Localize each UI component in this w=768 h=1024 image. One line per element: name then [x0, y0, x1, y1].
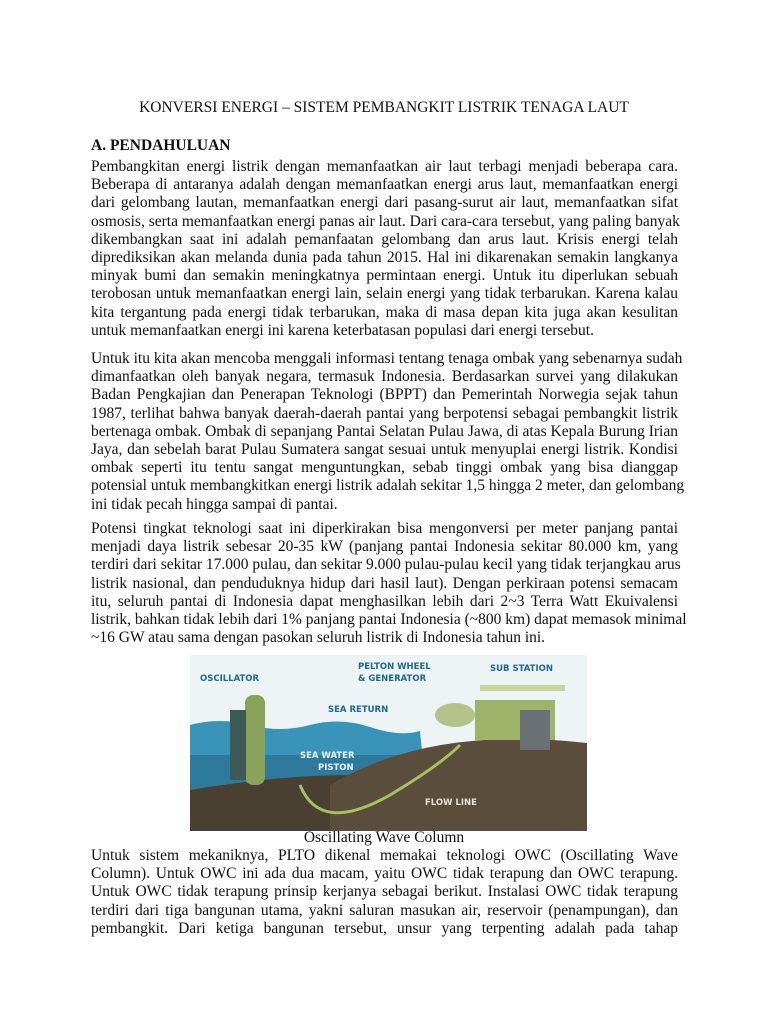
text-line: listrik, bahkan tidak lebih dari 1% panjang pantai Indonesia (~800 km) dapat memasok minimal — [91, 611, 687, 629]
text-line: Jaya, dan sebelah barat Pulau Sumatera sangat sesuai untuk menyuplai energi listrik. Kondisi — [91, 441, 678, 459]
label-flow-line: FLOW LINE — [425, 798, 477, 808]
paragraph-potential — [91, 520, 687, 647]
text-line: Pembangkitan energi listrik dengan memanfaatkan air laut terbagi menjadi beberapa cara. — [91, 158, 678, 175]
label-piston: PISTON — [318, 763, 354, 773]
text-line: ~16 GW atau sama dengan pasokan seluruh listrik di Indonesia tahun ini. — [91, 629, 546, 647]
text-line: bertenaga ombak. Ombak di sepanjang Pantai Selatan Pulau Jawa, di atas Kepala Burung Irian — [91, 422, 678, 440]
text-line: potensial untuk membangkitkan energi listrik adalah sekitar 1,5 hingga 2 meter, dan gelombang — [91, 477, 685, 495]
text-line: untuk memanfaatkan energi ini karena keterbatasan populasi dari energi tersebut. — [91, 321, 594, 339]
text-line: terdiri dari sekitar 17.000 pulau, dan sekitar 9.000 pulau-pulau kecil yang tidak terjangkau arus — [91, 556, 681, 574]
label-sea-water: SEA WATER — [300, 751, 355, 761]
text-line: dikembangkan saat ini adalah pemanfaatan gelombang dan arus laut. Krisis energi telah — [91, 230, 678, 248]
text-line: ini tidak pecah hingga sampai di pantai. — [91, 495, 338, 513]
text-line: Column). Untuk OWC ini ada dua macam, yaitu OWC tidak terapung dan OWC terapung. — [91, 865, 678, 883]
text-line: pembangkit. Dari ketiga bangunan tersebut, unsur yang terpenting adalah pada tahap — [91, 919, 678, 937]
owc-diagram-figure — [190, 655, 587, 831]
figure-caption: Oscillating Wave Column — [303, 829, 465, 846]
text-line: Untuk OWC tidak terapung prinsip kerjanya sebagai berikut. Instalasi OWC tidak terapung — [91, 883, 678, 901]
label-generator: & GENERATOR — [358, 674, 427, 684]
text-line: Beberapa di antaranya adalah dengan memanfaatkan energi arus laut, memanfaatkan energi — [91, 176, 678, 194]
text-line: terobosan untuk memanfaatkan energi lain, selain energi yang tidak terbarukan. Karena kalau — [91, 285, 678, 303]
text-line: Untuk sistem mekaniknya, PLTO dikenal memakai teknologi OWC (Oscillating Wave — [91, 847, 678, 864]
text-line: minyak bumi dan semakin meningkatnya permintaan energi. Untuk itu diperlukan sebuah — [91, 267, 678, 285]
paragraph-wave-survey — [91, 350, 685, 514]
text-line: 1987, terlihat bahwa banyak daerah-daerah pantai yang berpotensi sebagai pembangkit listrik — [91, 404, 678, 422]
section-heading: A. PENDAHULUAN — [91, 137, 231, 154]
text-line: Badan Pengkajian dan Penerapan Teknologi (BPPT) dan Pemerintah Norwegia sejak tahun — [91, 386, 678, 404]
text-line: kita tergantung pada energi tidak terbarukan, maka di masa depan kita juga akan kesulitan — [91, 303, 678, 321]
text-line: terdiri dari tiga bangunan utama, yakni saluran masukan air, reservoir (penampungan), dan — [91, 901, 678, 919]
text-line: ombak seperti itu tentu sangat menguntungkan, sebab tinggi ombak yang bisa dianggap — [91, 459, 678, 477]
paragraph-intro — [91, 158, 678, 340]
text-line: Potensi tingkat teknologi saat ini diperkirakan bisa mengonversi per meter panjang pantai — [91, 520, 678, 537]
label-oscillator: OSCILLATOR — [200, 674, 260, 684]
text-line: osmosis, serta memanfaatkan energi panas air laut. Dari cara-cara tersebut, yang paling banyak — [91, 212, 680, 230]
text-line: itu, seluruh pantai di Indonesia dapat menghasilkan lebih dari 2~3 Terra Watt Ekuivalensi — [91, 592, 678, 610]
text-line: listrik nasional, dan penduduknya hidup dari hasil laut). Dengan perkiraan potensi semacam — [91, 574, 678, 592]
text-line: dimanfaatkan oleh banyak negara, termasuk Indonesia. Berdasarkan survei yang dilakukan — [91, 368, 678, 386]
label-sea-return: SEA RETURN — [328, 705, 389, 715]
text-line: diprediksikan akan melanda dunia pada tahun 2015. Hal ini dikarenakan semakin langkanya — [91, 249, 678, 267]
text-line: menjadi daya listrik sebesar 20-35 kW (panjang pantai Indonesia sekitar 80.000 km, yang — [91, 538, 678, 556]
text-line: Untuk itu kita akan mencoba menggali informasi tentang tenaga ombak yang sebenarnya sudah — [91, 350, 683, 367]
label-pelton-wheel: PELTON WHEEL — [358, 662, 431, 672]
text-line: dari gelombang lautan, memanfaatkan energi dari pasang-surut air laut, memanfaatkan sifat — [91, 194, 678, 212]
owc-diagram-image — [190, 655, 587, 831]
label-sub-station: SUB STATION — [490, 664, 553, 674]
paragraph-owc — [91, 847, 678, 938]
document-title: KONVERSI ENERGI – SISTEM PEMBANGKIT LISTRIK TENAGA LAUT — [139, 99, 629, 116]
